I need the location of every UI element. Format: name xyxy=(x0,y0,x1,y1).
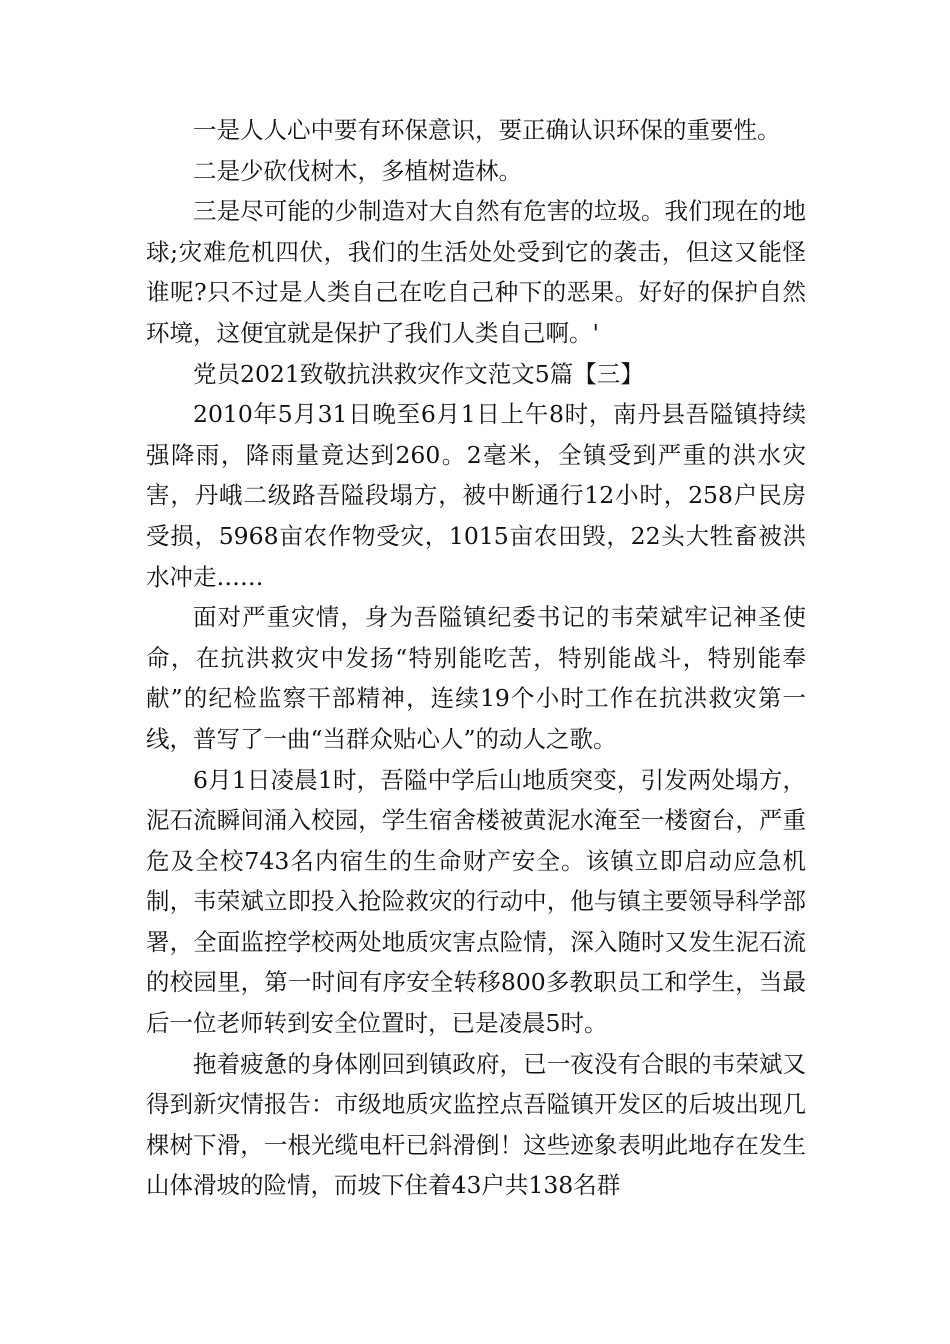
paragraph-landslide-report: 拖着疲惫的身体刚回到镇政府，已一夜没有合眼的韦荣斌又得到新灾情报告：市级地质灾监控点吾隘镇开发区的后坡出现几棵树下滑，一根光缆电杆已斜滑倒！这些迹象表明此地存在发生山体滑坡的险情，而坡下住着43户共138名群 xyxy=(146,1049,806,1200)
paragraph-school-evacuation: 6月1日凌晨1时，吾隘中学后山地质突变，引发两处塌方，泥石流瞬间涌入校园，学生宿舍楼被黄泥水淹至一楼窗台，严重危及全校743名内宿生的生命财产安全。该镇立即启动应急机制，韦荣斌立即投入抢险救灾的行动中，他与镇主要领导科学部署，全面监控学校两处地质灾害点险情，深入随时又发生泥石流的校园里，第一时间有序安全转移800多教职员工和学生，当最后一位老师转到安全位置时，已是凌晨5时。 xyxy=(146,765,806,1038)
paragraph-environment-awareness: 一是人人心中要有环保意识，要正确认识环保的重要性。 xyxy=(193,116,781,144)
paragraph-plant-trees: 二是少砍伐树木，多植树造林。 xyxy=(193,156,522,185)
paragraph-reduce-waste: 三是尽可能的少制造对大自然有危害的垃圾。我们现在的地球;灾难危机四伏，我们的生活处处受到它的袭击，但这又能怪谁呢?只不过是人类自己在吃自己种下的恶果。好好的保护自然环境，这便宜就是保护了我们人类自己啊。' xyxy=(146,197,806,347)
paragraph-official-mission: 面对严重灾情，身为吾隘镇纪委书记的韦荣斌牢记神圣使命，在抗洪救灾中发扬“特别能吃苦，特别能战斗，特别能奉献”的纪检监察干部精神，连续19个小时工作在抗洪救灾第一线，普写了一曲“当群众贴心人”的动人之歌。 xyxy=(146,603,806,753)
document-body xyxy=(146,110,806,1206)
section-heading: 党员2021致敬抗洪救灾作文范文5篇【三】 xyxy=(193,359,644,388)
paragraph-flood-overview: 2010年5月31日晚至6月1日上午8时，南丹县吾隘镇持续强降雨，降雨量竟达到260。2毫米，全镇受到严重的洪水灾害，丹峨二级路吾隘段塌方，被中断通行12小时，258户民房受损，5968亩农作物受灾，1015亩农田毁，22头大牲畜被洪水冲走…… xyxy=(146,400,806,591)
